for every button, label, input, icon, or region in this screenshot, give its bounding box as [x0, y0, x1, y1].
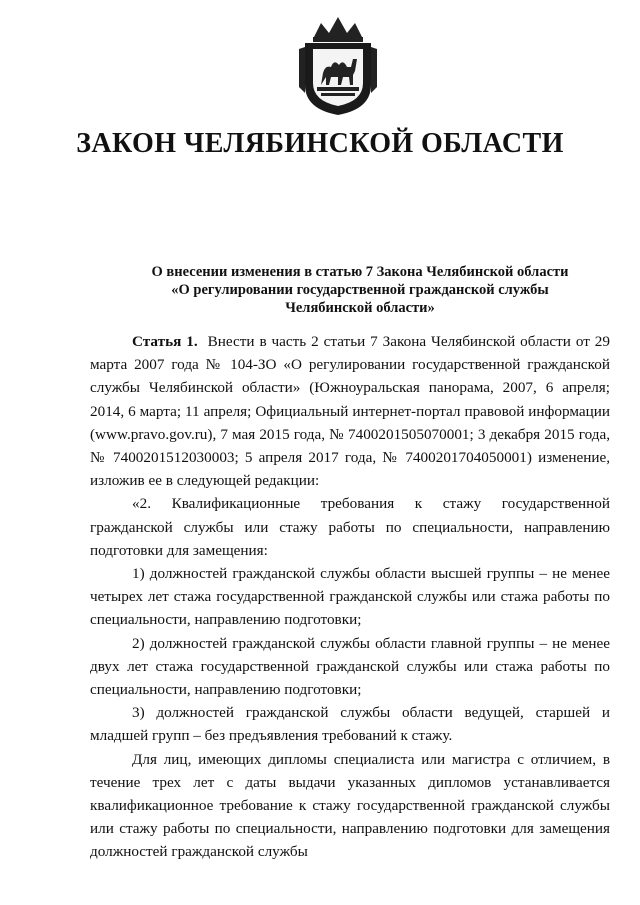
article-paragraph: «2. Квалификационные требования к стажу государственной гражданской службы или стажу работы по специальности, направлению подготовки для замещения: — [90, 495, 610, 559]
article-intro: Внести в часть 2 статьи 7 Закона Челябинской области от 29 марта 2007 года № 104-ЗО «О регулировании государственной гражданской службы Челябинской области» (Южноуральская панорама, 2007, 6 апреля; 2014, 6 марта; 11 апреля; Официальный интернет-портал правовой информации (www.pravo.gov.ru), 7 мая 2015 года, № 7400201505070001; 3 декабря 2015 года, № 7400201512030003; 5 апреля 2017 года, № 7400201704050001) изменение, изложив ее в следующей редакции: — [90, 333, 610, 490]
article-label: Статья 1. — [132, 333, 198, 350]
article-paragraph: Для лиц, имеющих дипломы специалиста или магистра с отличием, в течение трех лет с даты выдачи указанных дипломов устанавливается квалификационное требование к стажу государственной гражданской службы или стажу работы по специальности, направлению подготовки для замещения должностей гражданской службы — [90, 750, 610, 861]
article-paragraph — [90, 330, 610, 492]
coat-of-arms-icon — [291, 13, 385, 117]
subject-line: О внесении изменения в статью 7 Закона Челябинской области — [151, 264, 569, 280]
law-body — [90, 330, 610, 864]
subject-line: «О регулировании государственной гражданской службы — [171, 282, 549, 298]
article-paragraph: 1) должностей гражданской службы области высшей группы – не менее четырех лет стажа государственной гражданской службы или стажа работы по специальности, направлению подготовки; — [90, 565, 610, 629]
article-paragraph: 3) должностей гражданской службы области ведущей, старшей и младшей групп – без предъявления требований к стажу. — [90, 704, 610, 745]
subject-line: Челябинской области» — [285, 300, 435, 316]
law-subject — [100, 263, 620, 317]
law-title: ЗАКОН ЧЕЛЯБИНСКОЙ ОБЛАСТИ — [76, 128, 564, 159]
article-paragraph: 2) должностей гражданской службы области главной группы – не менее двух лет стажа государственной гражданской службы или стажа работы по специальности, направлению подготовки; — [90, 634, 610, 699]
